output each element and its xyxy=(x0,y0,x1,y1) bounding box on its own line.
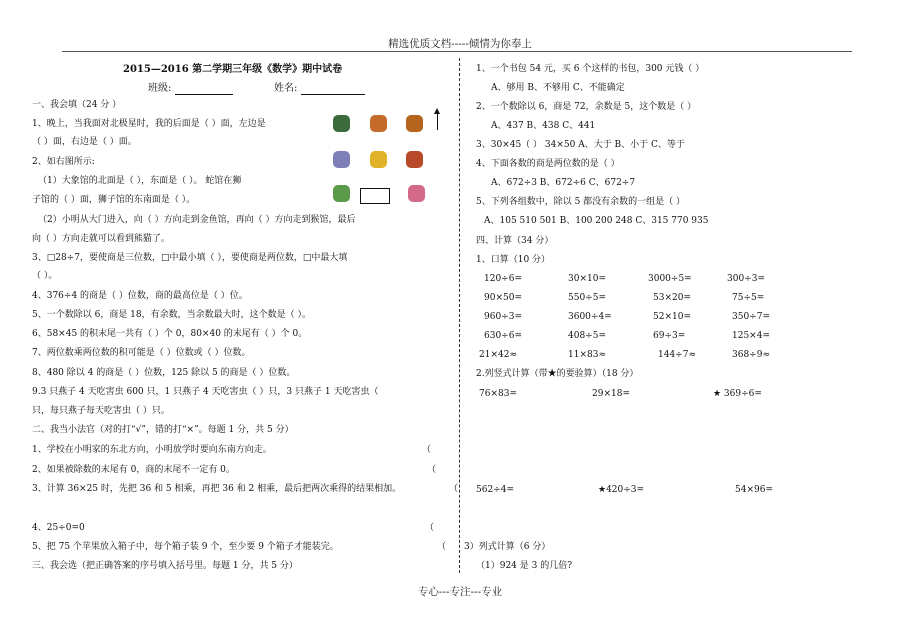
mental-r4-c4: 125×4= xyxy=(732,331,770,341)
mental-r3-c2: 3600÷4= xyxy=(568,312,612,322)
q2-part1-line1: （1）大象馆的北面是（ ），东面是（ ）。 蛇馆在狮 xyxy=(38,176,242,186)
q1-line2: （ ）面，右边是（ ）面。 xyxy=(32,137,137,147)
name-field xyxy=(274,83,365,95)
choice-q1-options: A、够用 B、不够用 C、不能确定 xyxy=(491,83,625,93)
mental-r3-c3: 52×10= xyxy=(653,312,691,322)
mental-r2-c4: 75÷5= xyxy=(732,293,765,303)
judge-q3-paren[interactable]: （ xyxy=(449,484,459,494)
choice-q1: 1、一个书包 54 元，买 6 个这样的书包，300 元钱（ ） xyxy=(476,64,705,74)
class-field xyxy=(148,83,233,95)
q3-line2: （ ）。 xyxy=(32,271,58,281)
monkey-icon xyxy=(370,115,387,132)
mental-r1-c3: 3000÷5= xyxy=(648,274,692,284)
judge-q4-paren[interactable]: （ xyxy=(425,523,435,533)
q3-line1: 3、□28÷7，要使商是三位数，□中最小填（ ），要使商是两位数，□中最大填 xyxy=(32,253,348,263)
mental-r2-c1: 90×50= xyxy=(484,293,522,303)
mental-r4-c1: 630÷6= xyxy=(484,331,522,341)
mental-r5-c2: 11×83≈ xyxy=(568,350,606,360)
q1-line1: 1、晚上，当我面对北极星时，我的后面是（ ）面，左边是 xyxy=(32,119,266,129)
mental-r1-c1: 120÷6= xyxy=(484,274,522,284)
q5: 5、一个数除以 6，商是 18，有余数，当余数最大时，这个数是（ ）。 xyxy=(32,310,311,320)
deer-icon xyxy=(406,115,423,132)
q2-part2-line2: 向（ ）方向走就可以看到熊猫了。 xyxy=(32,234,170,244)
judge-q2: 2、如果被除数的末尾有 0，商的末尾不一定有 0。 xyxy=(32,465,235,475)
written-q6: 54×96= xyxy=(735,485,773,495)
mental-r1-c4: 300÷3= xyxy=(727,274,765,284)
written-q3: ★ 369÷6= xyxy=(713,389,762,399)
written-q1: 76×83= xyxy=(479,389,517,399)
mental-math-heading: 1、口算（10 分） xyxy=(476,255,551,265)
judge-q5-paren[interactable]: （ xyxy=(437,542,447,552)
q4: 4、376÷4 的商是（ ）位数，商的最高位是（ ）位。 xyxy=(32,291,248,301)
choice-q4: 4、下面各数的商是两位数的是（ ） xyxy=(476,159,620,169)
mental-r5-c4: 368÷9≈ xyxy=(732,350,770,360)
mental-r2-c2: 550÷5= xyxy=(568,293,606,303)
mental-r3-c1: 960÷3= xyxy=(484,312,522,322)
choice-q5: 5、下列各组数中，除以 5 都没有余数的一组是（ ） xyxy=(476,197,686,207)
mental-r3-c4: 350÷7= xyxy=(732,312,770,322)
written-q4: 562÷4= xyxy=(476,485,514,495)
mental-r4-c3: 69÷3= xyxy=(653,331,686,341)
class-blank[interactable] xyxy=(175,84,233,95)
q9-line2: 只，每只燕子每天吃害虫（ ）只。 xyxy=(32,406,170,416)
q9-line1: 9.3 只燕子 4 天吃害虫 600 只，1 只燕子 4 天吃害虫（ ）只，3 只燕子 1 天吃害虫（ xyxy=(32,387,379,397)
exam-title: 2015—2016 第二学期三年级《数学》期中试卷 xyxy=(123,64,343,75)
section-three-heading: 三、我会选（把正确答案的序号填入括号里。每题 1 分，共 5 分） xyxy=(32,561,298,571)
snake-icon xyxy=(333,185,350,202)
column-divider xyxy=(459,58,460,573)
q2-heading: 2、如右图所示: xyxy=(32,157,95,167)
q2-part1-line2: 子馆的（ ）面，狮子馆的东南面是（ ）。 xyxy=(32,195,196,205)
mental-r2-c3: 53×20= xyxy=(653,293,691,303)
choice-q5-options: A、105 510 501 B、100 200 248 C、315 770 935 xyxy=(484,216,709,226)
judge-q2-paren[interactable]: （ xyxy=(427,465,437,475)
q7: 7、两位数乘两位数的积可能是（ ）位数或（ ）位数。 xyxy=(32,348,251,358)
mental-r5-c1: 21×42≈ xyxy=(479,350,517,360)
bear-icon xyxy=(408,185,425,202)
goldfish-icon xyxy=(406,151,423,168)
choice-q2-options: A、437 B、438 C、441 xyxy=(491,121,596,131)
written-calc-heading: 2.列竖式计算（带★的要验算）（18 分） xyxy=(476,369,639,379)
judge-q3: 3、计算 36×25 时，先把 36 和 5 相乘，再把 36 和 2 相乘，最后把两次乘得的结果相加。 xyxy=(32,484,402,494)
written-q5: ★420÷3= xyxy=(598,485,645,495)
name-label: 姓名: xyxy=(274,83,298,94)
q8: 8、480 除以 4 的商是（ ）位数，125 除以 5 的商是（ ）位数。 xyxy=(32,368,296,378)
mental-r4-c2: 408÷5= xyxy=(568,331,606,341)
q6: 6、58×45 的积末尾一共有（ ）个 0，80×40 的末尾有（ ）个 0。 xyxy=(32,329,308,339)
section-one-heading: 一、我会填（24 分 ） xyxy=(32,100,122,110)
class-label: 班级: xyxy=(148,83,172,94)
name-blank[interactable] xyxy=(301,84,365,95)
written-q2: 29×18= xyxy=(592,389,630,399)
judge-q1-paren[interactable]: （ xyxy=(422,445,432,455)
zoo-gate xyxy=(360,188,390,204)
judge-q4: 4、25÷0=0 xyxy=(32,523,85,533)
north-arrow-icon xyxy=(437,112,438,130)
choice-q4-options: A、672÷3 B、672÷6 C、672÷7 xyxy=(491,178,636,188)
panda-icon xyxy=(333,115,350,132)
section-two-heading: 二、我当小法官（对的打“√”，错的打“×”。每题 1 分，共 5 分） xyxy=(32,425,294,435)
mental-r5-c3: 144÷7≈ xyxy=(658,350,696,360)
mental-r1-c2: 30×10= xyxy=(568,274,606,284)
q2-part2-line1: （2）小明从大门进入，向（ ）方向走到金鱼馆，再向（ ）方向走到猴馆，最后 xyxy=(38,215,356,225)
choice-q3: 3、30×45（ ） 34×50 A、大于 B、小于 C、等于 xyxy=(476,140,685,150)
page-footer: 专心---专注---专业 xyxy=(417,586,503,598)
judge-q1: 1、学校在小明家的东北方向，小明放学时要向东南方向走。 xyxy=(32,445,272,455)
lion-icon xyxy=(370,151,387,168)
header-rule xyxy=(62,51,852,52)
word-calc-q1: （1）924 是 3 的几倍? xyxy=(476,561,573,571)
page-header: 精选优质文档-----倾情为你奉上 xyxy=(388,38,532,50)
word-calc-heading: 3）列式计算（6 分） xyxy=(464,542,551,552)
section-four-heading: 四、计算（34 分） xyxy=(476,236,554,246)
judge-q5: 5、把 75 个苹果放入箱子中，每个箱子装 9 个，至少要 9 个箱子才能装完。 xyxy=(32,542,339,552)
elephant-icon xyxy=(333,151,350,168)
choice-q2: 2、一个数除以 6，商是 72，余数是 5，这个数是（ ） xyxy=(476,102,697,112)
